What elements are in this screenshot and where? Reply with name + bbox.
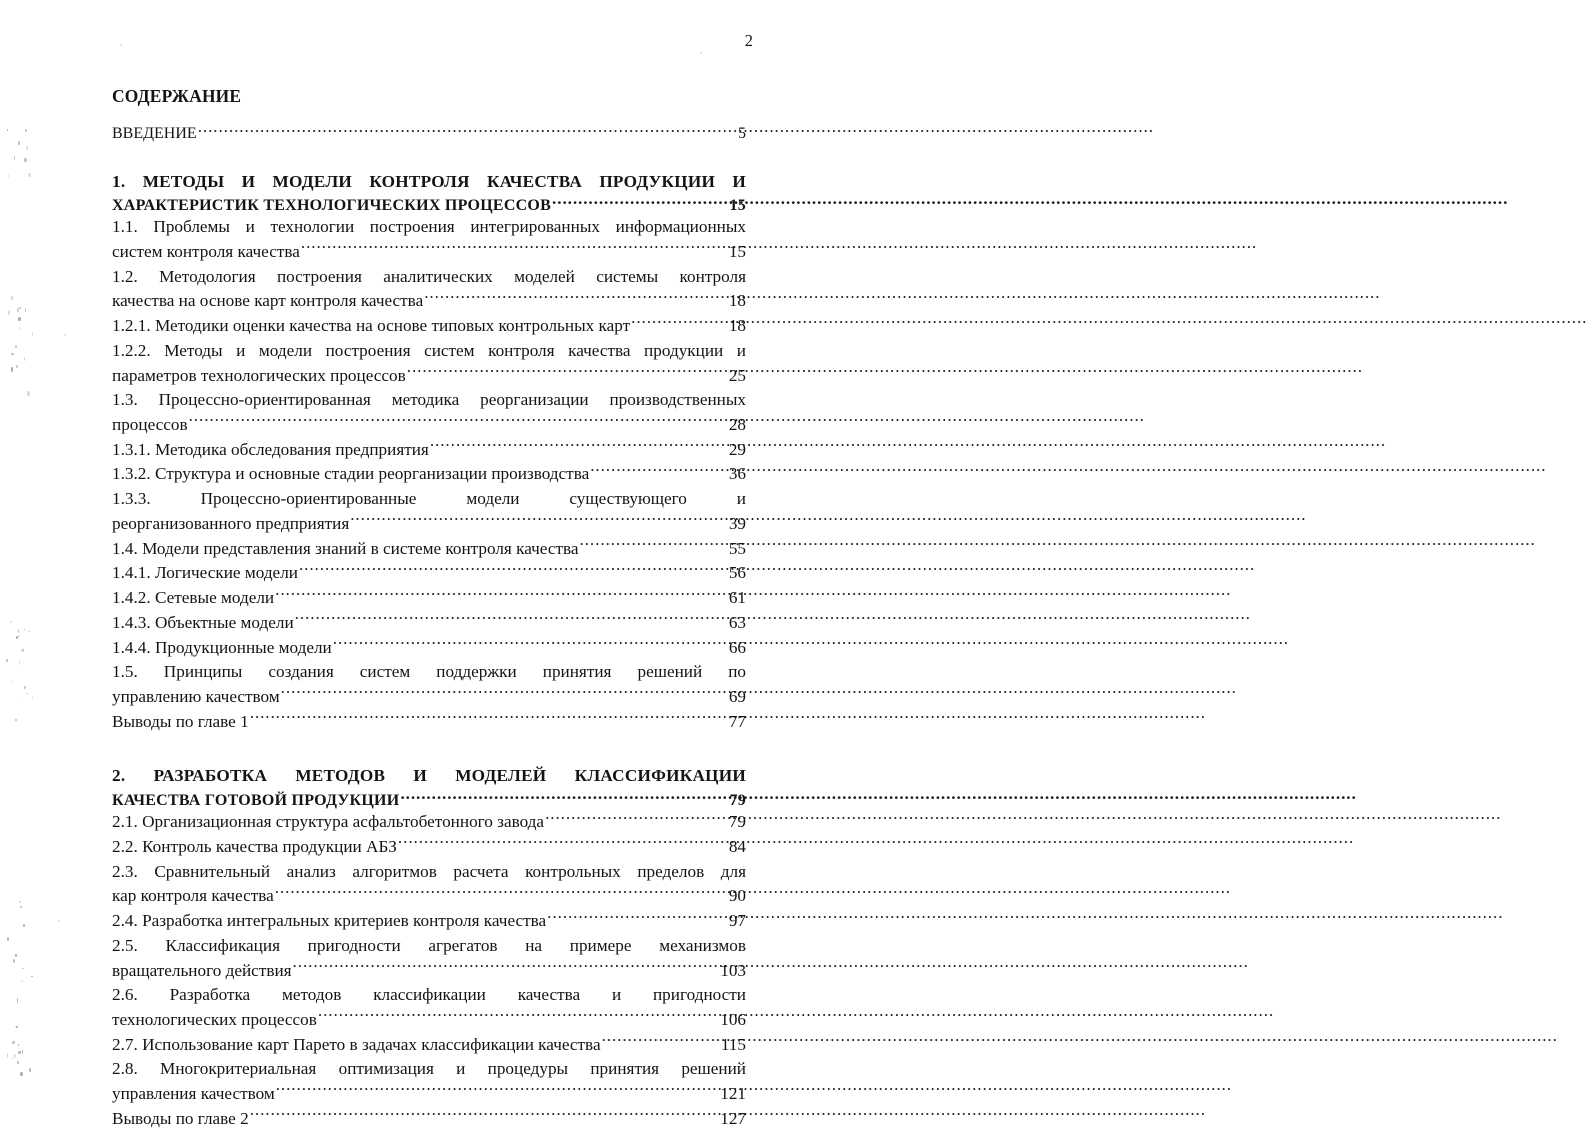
toc-entry-title: 1.2.1. Методики оценки качества на основе типовых контрольных карт [112, 316, 631, 336]
toc-entry-1-14[interactable] [112, 710, 746, 735]
toc-entry-page: 69 [728, 687, 746, 707]
toc-entry-title-line1: 2. РАЗРАБОТКА МЕТОДОВ И МОДЕЛЕЙ КЛАССИФИКАЦИИ [112, 766, 746, 786]
toc-entry-title: реорганизованного предприятия [112, 513, 350, 533]
toc-entry-title: 1.4. Модели представления знаний в системе контроля качества [112, 538, 579, 558]
toc-entry-page: 56 [728, 563, 746, 583]
dot-leader [552, 194, 728, 210]
toc-entry-title: ВВЕДЕНИЕ [112, 124, 197, 142]
toc-entry-page: 79 [729, 792, 746, 810]
toc-entry-title: 2.7. Использование карт Парето в задачах классификации качества [112, 1034, 601, 1054]
dot-leader [301, 240, 728, 257]
toc-entry-page: 61 [728, 588, 746, 608]
document-page [0, 0, 791, 1128]
toc-entry-introduction[interactable] [112, 122, 746, 143]
toc-entry-page: 55 [728, 538, 746, 558]
dot-leader [250, 1107, 720, 1124]
dot-leader [350, 512, 728, 529]
toc-entry-page: 18 [728, 291, 746, 311]
toc-entry-page: 84 [728, 837, 746, 857]
toc-entry-title: 1.3.2. Структура и основные стадии реорганизации производства [112, 464, 590, 484]
toc-entry-title: управления качеством [112, 1084, 275, 1104]
dot-leader [250, 710, 728, 727]
toc-entry-page: 63 [728, 612, 746, 632]
toc-entry-1-0[interactable] [112, 215, 746, 264]
toc-entry-title: параметров технологических процессов [112, 365, 406, 385]
toc-entry-title: 1.4.3. Объектные модели [112, 612, 294, 632]
toc-entry-2-4[interactable] [112, 934, 746, 983]
toc-entry-title: 2.4. Разработка интегральных критериев контроля качества [112, 911, 547, 931]
toc-entry-page: 90 [728, 886, 746, 906]
toc-entry-page: 115 [720, 1034, 746, 1054]
scan-artifacts [0, 0, 110, 1094]
dot-leader [318, 1008, 719, 1025]
toc-entry-title: 1.4.1. Логические модели [112, 563, 298, 583]
toc-entry-title: кар контроля качества [112, 886, 274, 906]
toc-entry-page: 79 [728, 812, 746, 832]
table-of-contents [112, 84, 746, 1131]
toc-entry-title: систем контроля качества [112, 241, 300, 261]
toc-entry-page: 103 [720, 960, 746, 980]
toc-entry-page: 121 [720, 1084, 746, 1104]
toc-entry-title: 2.2. Контроль качества продукции АБЗ [112, 837, 397, 857]
toc-entry-2-8[interactable] [112, 1107, 746, 1131]
dot-leader [545, 810, 728, 827]
dot-leader [430, 437, 728, 454]
dot-leader [275, 586, 728, 603]
dot-leader [198, 122, 737, 138]
toc-entry-page: 97 [728, 911, 746, 931]
toc-entry-title: управлению качеством [112, 687, 280, 707]
toc-entry-title: технологических процессов [112, 1009, 317, 1029]
toc-entry-title: 2.1. Организационная структура асфальтобетонного завода [112, 812, 545, 832]
toc-entry-title: качества на основе карт контроля качества [112, 291, 424, 311]
toc-section-chapter-1-items [112, 215, 746, 734]
dot-leader [424, 289, 728, 306]
dot-leader [299, 561, 728, 578]
toc-heading: СОДЕРЖАНИЕ [112, 86, 242, 106]
toc-entry-title-line1: 1.2.2. Методы и модели построения систем контроля качества продукции и [112, 340, 746, 360]
dot-leader [590, 462, 728, 479]
toc-entry-2-3[interactable] [112, 909, 746, 934]
dot-leader [275, 884, 728, 901]
toc-entry-page: 5 [738, 124, 746, 142]
toc-entry-title-line1: 2.6. Разработка методов классификации качества и пригодности [112, 985, 746, 1005]
toc-entry-title: процессов [112, 414, 188, 434]
toc-entry-title-line1: 1.1. Проблемы и технологии построения интегрированных информационных [112, 217, 746, 237]
toc-entry-1-6[interactable] [112, 462, 746, 487]
dot-leader [276, 1082, 720, 1099]
page-number: 2 [744, 31, 753, 50]
toc-entry-title: 1.4.4. Продукционные модели [112, 637, 332, 657]
toc-entry-title-line1: 2.3. Сравнительный анализ алгоритмов расчета контрольных пределов для [112, 861, 746, 881]
toc-entry-2-6[interactable] [112, 1033, 746, 1058]
toc-entry-1-3[interactable] [112, 339, 746, 388]
dot-leader [295, 611, 728, 628]
toc-entry-title-line1: 1.3. Процессно-ориентированная методика реорганизации производственных [112, 390, 746, 410]
toc-entry-page: 36 [728, 464, 746, 484]
dot-leader [189, 413, 728, 430]
toc-entry-title-line1: 1.3.3. Процессно-ориентированные модели существующего и [112, 489, 746, 509]
toc-section-chapter-2-items [112, 810, 746, 1131]
dot-leader [631, 314, 728, 331]
toc-entry-page: 25 [728, 365, 746, 385]
toc-entry-title-line1: 1. МЕТОДЫ И МОДЕЛИ КОНТРОЛЯ КАЧЕСТВА ПРОДУКЦИИ И [112, 171, 746, 191]
toc-entry-title-line2: КАЧЕСТВА ГОТОВОЙ ПРОДУКЦИИ [112, 792, 400, 810]
toc-entry-page: 106 [720, 1009, 746, 1029]
dot-leader [281, 685, 728, 702]
toc-entry-page: 39 [728, 513, 746, 533]
toc-entry-page: 127 [720, 1108, 746, 1128]
dot-leader [293, 958, 720, 975]
toc-entry-page: 18 [728, 316, 746, 336]
toc-entry-title-line1: 2.5. Классификация пригодности агрегатов на примере механизмов [112, 935, 746, 955]
toc-entry-title-line1: 1.5. Принципы создания систем поддержки принятия решений по [112, 662, 746, 682]
toc-entry-title: вращательного действия [112, 960, 292, 980]
toc-entry-page: 66 [728, 637, 746, 657]
toc-entry-page: 29 [728, 439, 746, 459]
toc-entry-title: Выводы по главе 1 [112, 711, 249, 731]
toc-entry-title: Выводы по главе 2 [112, 1108, 249, 1128]
toc-entry-title-line1: 1.2. Методология построения аналитических моделей системы контроля [112, 266, 746, 286]
dot-leader [580, 536, 728, 553]
toc-entry-title-line2: ХАРАКТЕРИСТИК ТЕХНОЛОГИЧЕСКИХ ПРОЦЕССОВ [112, 197, 552, 215]
toc-entry-1-2[interactable] [112, 314, 746, 339]
toc-entry-1-12[interactable] [112, 636, 746, 661]
toc-entry-title-line1: 2.8. Многокритериальная оптимизация и процедуры принятия решений [112, 1059, 746, 1079]
toc-entry-title: 1.4.2. Сетевые модели [112, 588, 275, 608]
dot-leader [407, 363, 728, 380]
toc-entry-title: 1.3.1. Методика обследования предприятия [112, 439, 429, 459]
toc-entry-page: 28 [728, 414, 746, 434]
toc-entry-chapter-1[interactable] [112, 170, 746, 216]
dot-leader [602, 1033, 720, 1050]
dot-leader [398, 835, 728, 852]
toc-entry-page: 15 [729, 197, 746, 215]
toc-entry-2-1[interactable] [112, 835, 746, 860]
dot-leader [333, 636, 728, 653]
dot-leader [547, 909, 728, 926]
toc-entry-page: 77 [728, 711, 746, 731]
toc-entry-page: 15 [728, 241, 746, 261]
